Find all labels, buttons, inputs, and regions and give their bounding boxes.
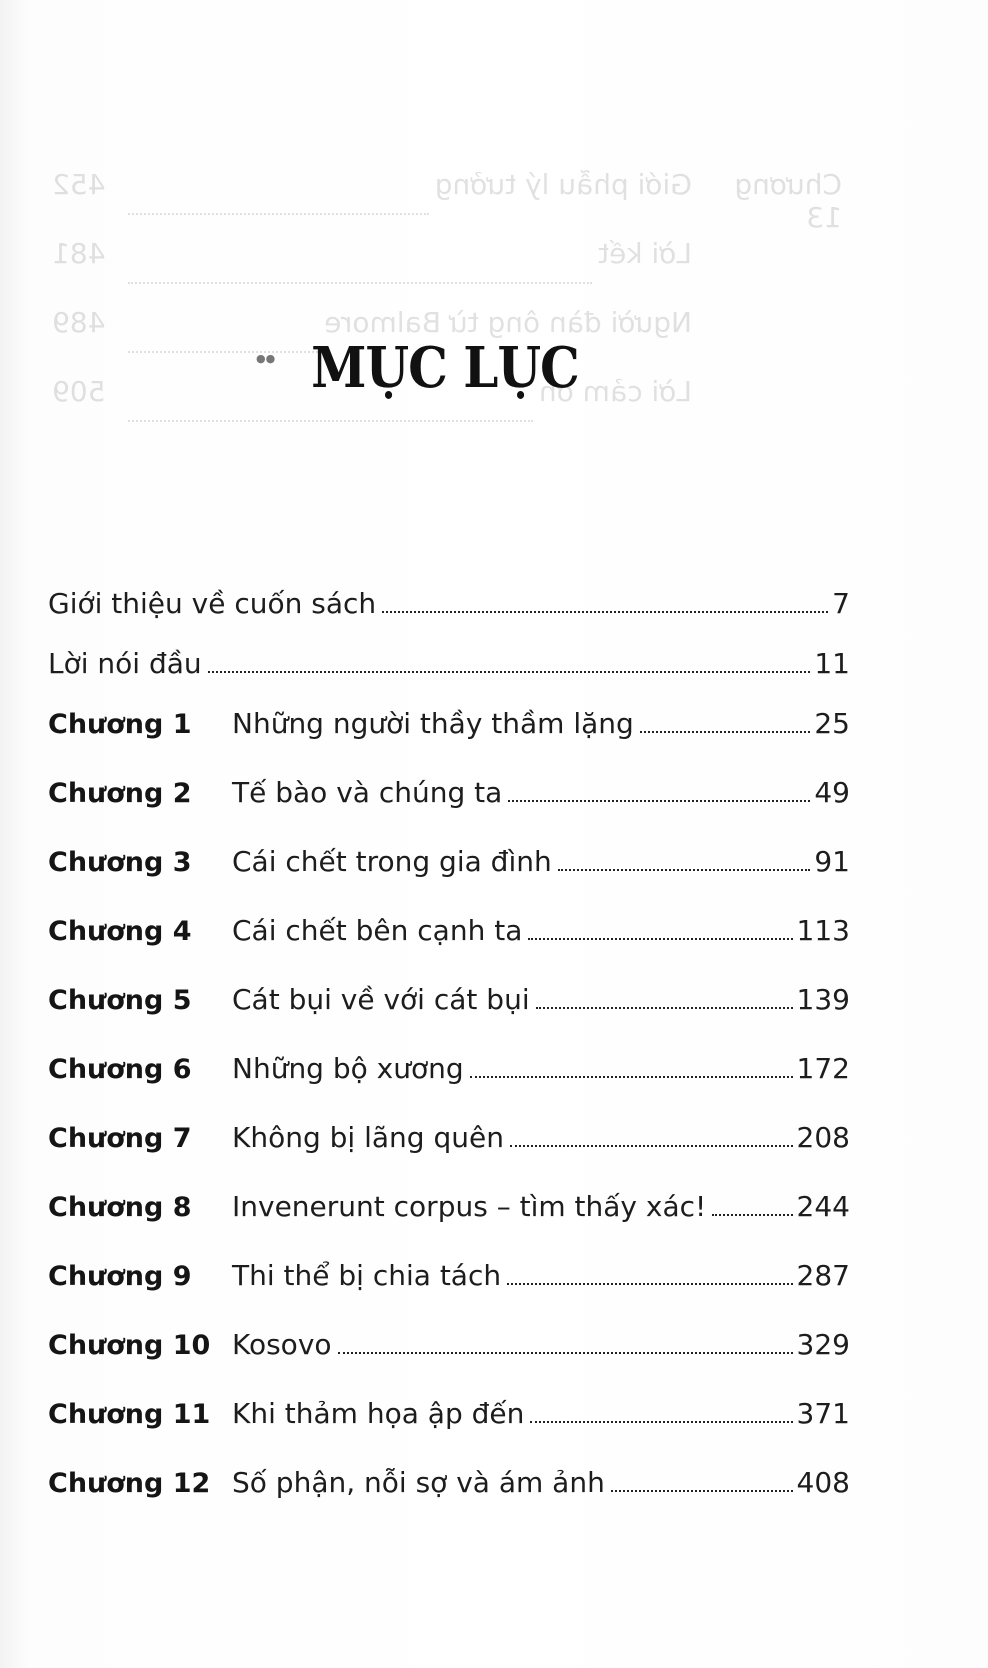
toc-entry[interactable] [48,707,850,779]
ghost-page: 489 [52,306,106,339]
dot-leader [528,938,792,940]
ghost-row [52,237,842,306]
toc-entry-page: 113 [796,914,850,947]
toc-entry[interactable] [48,587,850,650]
ghost-text: Lời kết [598,237,692,270]
toc-entry-title: Những bộ xương [232,1052,464,1085]
table-of-contents [48,587,850,1538]
toc-entry[interactable] [48,1466,850,1538]
toc-entry-page: 172 [796,1052,850,1085]
toc-entry[interactable] [48,1190,850,1262]
ghost-page: 509 [52,375,106,408]
chapter-label: Chương 1 [48,709,192,740]
toc-entry-title: Kosovo [232,1328,332,1361]
chapter-label: Chương 5 [48,985,192,1016]
toc-entry-page: 49 [814,776,850,809]
ghost-leader [128,282,592,284]
ghost-text: Giới phẫu lý tưởng [434,168,692,201]
dot-leader [712,1214,792,1216]
ghost-leader [128,213,429,215]
toc-entry-page: 11 [814,647,850,680]
ghost-leader [128,420,533,422]
toc-entry-page: 7 [832,587,850,620]
chapter-label: Chương 8 [48,1192,192,1223]
ghost-text: Người đàn ông từ Balmore [324,306,692,339]
chapter-label: Chương 12 [48,1468,211,1499]
ghost-label: Chương 13 [734,168,842,234]
toc-entry-title: Cái chết trong gia đình [232,845,552,878]
dot-leader [507,1283,792,1285]
toc-entry[interactable] [48,1052,850,1124]
toc-entry-title: Lời nói đầu [48,647,202,680]
toc-entry-page: 408 [796,1466,850,1499]
dot-leader [382,611,828,613]
toc-entry-title: Số phận, nỗi sợ và ám ảnh [232,1466,605,1499]
toc-entry-page: 25 [814,707,850,740]
toc-entry-title: Thi thể bị chia tách [232,1259,502,1292]
toc-entry-page: 91 [814,845,850,878]
chapter-label: Chương 9 [48,1261,192,1292]
dot-leader [558,869,811,871]
chapter-label: Chương 11 [48,1399,211,1430]
dot-leader [510,1145,793,1147]
toc-entry-page: 371 [796,1397,850,1430]
toc-entry[interactable] [48,776,850,848]
dot-leader [208,671,811,673]
dot-leader [508,800,810,802]
chapter-label: Chương 6 [48,1054,192,1085]
toc-entry[interactable] [48,983,850,1055]
page-title: MỤC LỤC [311,334,579,401]
ghost-row [52,168,842,237]
toc-entry-page: 139 [796,983,850,1016]
toc-entry[interactable] [48,1259,850,1331]
toc-entry-title: Giới thiệu về cuốn sách [48,587,377,620]
toc-entry-page: 287 [796,1259,850,1292]
chapter-label: Chương 7 [48,1123,192,1154]
dot-leader [611,1490,793,1492]
toc-entry-title: Invenerunt corpus – tìm thấy xác! [232,1190,707,1223]
toc-entry-title: Khi thảm họa ập đến [232,1397,525,1430]
ghost-page: 481 [52,237,106,270]
dot-leader [530,1421,792,1423]
toc-entry-page: 244 [796,1190,850,1223]
toc-entry[interactable] [48,1328,850,1400]
toc-entry-title: Tế bào và chúng ta [232,776,503,809]
toc-entry-title: Cái chết bên cạnh ta [232,914,523,947]
toc-entry[interactable] [48,1397,850,1469]
toc-entry-page: 208 [796,1121,850,1154]
dot-leader [470,1076,793,1078]
dot-leader [536,1007,793,1009]
dot-leader [640,731,811,733]
bleed-through-text [52,168,842,444]
toc-entry[interactable] [48,1121,850,1193]
print-mark-icon: ●● [256,352,276,365]
toc-entry-title: Những người thầy thầm lặng [232,707,634,740]
chapter-label: Chương 10 [48,1330,211,1361]
chapter-label: Chương 4 [48,916,192,947]
chapter-label: Chương 3 [48,847,192,878]
toc-entry-page: 329 [796,1328,850,1361]
toc-entry[interactable] [48,647,850,710]
toc-entry[interactable] [48,845,850,917]
ghost-text: Lời cảm ơn [538,375,692,408]
toc-entry-title: Không bị lãng quên [232,1121,504,1154]
dot-leader [338,1352,793,1354]
toc-entry-title: Cát bụi về với cát bụi [232,983,530,1016]
chapter-label: Chương 2 [48,778,192,809]
toc-entry[interactable] [48,914,850,986]
ghost-page: 452 [52,168,106,201]
